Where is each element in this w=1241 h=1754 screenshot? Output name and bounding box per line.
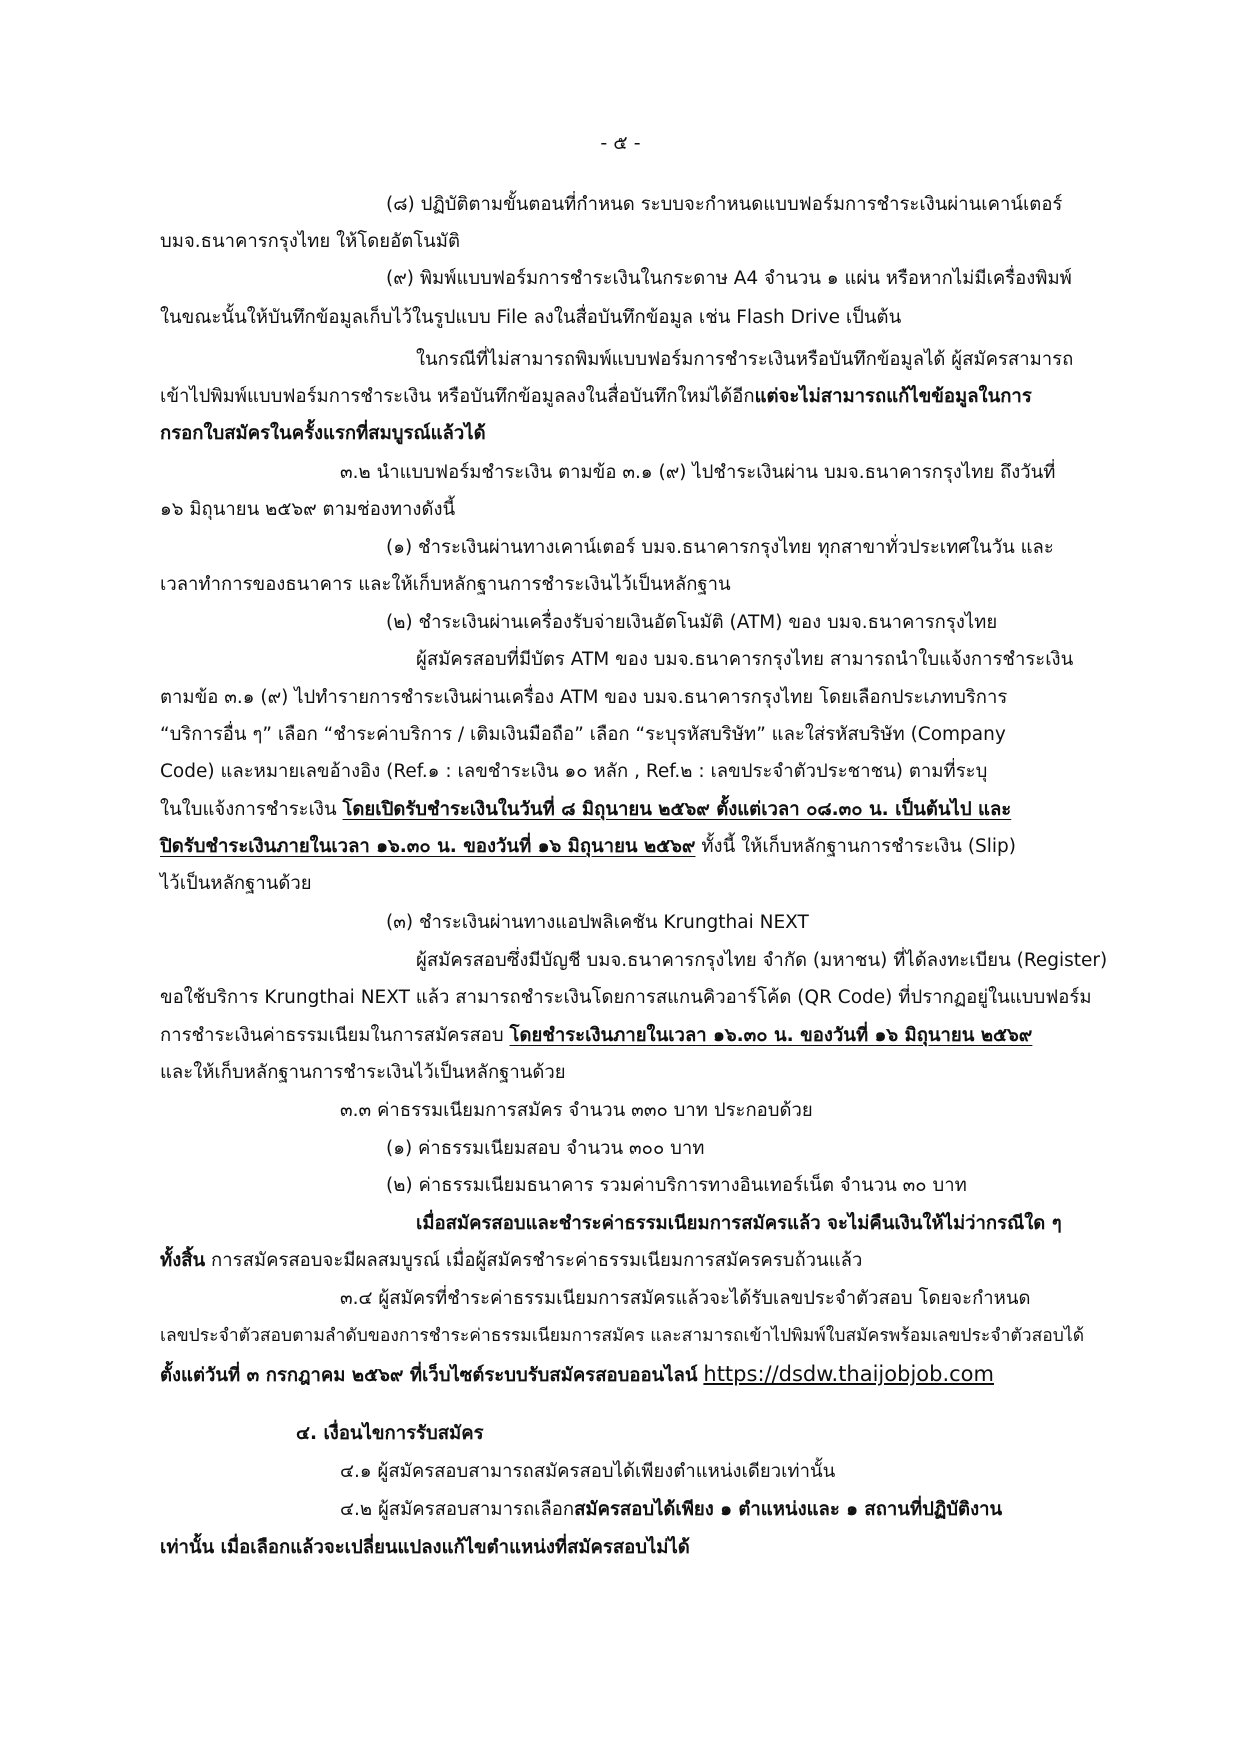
fee-item-2: (๒) ค่าธรรมเนียมธนาคาร รวมค่าบริการทางอินเทอร์เน็ต จำนวน ๓๐ บาท [386,1175,967,1196]
item-3-1-9-line4 [160,382,1135,412]
section-3-3-line1: ๓.๓ ค่าธรรมเนียมการสมัคร จำนวน ๓๓๐ บาท ประกอบด้วย [340,1100,813,1121]
item-3-1-9-line3: ในกรณีที่ไม่สามารถพิมพ์แบบฟอร์มการชำระเงินหรือบันทึกข้อมูลได้ ผู้สมัครสามารถ [416,349,1074,370]
condition-4-2-plain: ๔.๒ ผู้สมัครสอบสามารถเลือก [340,1499,575,1520]
item-3-1-9-line2: ในขณะนั้นให้บันทึกข้อมูลเก็บไว้ในรูปแบบ File ลงในสื่อบันทึกข้อมูล เช่น Flash Drive เป็นต้น [160,307,902,328]
channel-2-line6 [160,795,1135,825]
channel-3-line4 [160,1021,1135,1051]
no-refund-note-line2 [160,1246,1135,1276]
fee-item-1: (๑) ค่าธรรมเนียมสอบ จำนวน ๓๐๐ บาท [386,1138,705,1159]
channel-2-line1: (๒) ชำระเงินผ่านเครื่องรับจ่ายเงินอัตโนมัติ (ATM) ของ บมจ.ธนาคารกรุงไทย [386,612,998,633]
channel-1-line2: เวลาทำการของธนาคาร และให้เก็บหลักฐานการชำระเงินไว้เป็นหลักฐาน [160,574,731,595]
item-3-1-8-line1: (๘) ปฏิบัติตามขั้นตอนที่กำหนด ระบบจะกำหนดแบบฟอร์มการชำระเงินผ่านเคาน์เตอร์ [386,194,1063,215]
section-3-4-line3 [160,1359,1135,1391]
channel-3-line3: ขอใช้บริการ Krungthai NEXT แล้ว สามารถชำระเงินโดยการสแกนคิวอาร์โค้ด (QR Code) ที่ปรากฏอยู่ในแบบฟอร์ม [160,987,1092,1008]
channel-1-line1: (๑) ชำระเงินผ่านทางเคาน์เตอร์ บมจ.ธนาคารกรุงไทย ทุกสาขาทั่วประเทศในวัน และ [386,537,1054,558]
section-4-heading: ๔. เงื่อนไขการรับสมัคร [296,1423,484,1444]
section-3-4-line1: ๓.๔ ผู้สมัครที่ชำระค่าธรรมเนียมการสมัครแล้วจะได้รับเลขประจำตัวสอบ โดยจะกำหนด [340,1288,1031,1309]
channel-2-line4: “บริการอื่น ๆ” เลือก “ชำระค่าบริการ / เติมเงินมือถือ” เลือก “ระบุรหัสบริษัท” และใส่รหัสบริษัท (Company [160,724,1006,745]
channel-2-line6-plain: ในใบแจ้งการชำระเงิน [160,799,343,820]
item-3-1-9-line1: (๙) พิมพ์แบบฟอร์มการชำระเงินในกระดาษ A4 จำนวน ๑ แผ่น หรือหากไม่มีเครื่องพิมพ์ [386,268,1072,289]
page-number: - ๕ - [600,132,641,154]
condition-4-2-line2: เท่านั้น เมื่อเลือกแล้วจะเปลี่ยนแปลงแก้ไขตำแหน่งที่สมัครสอบไม่ได้ [160,1537,690,1558]
item-3-1-9-line4-plain: เข้าไปพิมพ์แบบฟอร์มการชำระเงิน หรือบันทึกข้อมูลลงในสื่อบันทึกใหม่ได้อีก [160,386,755,407]
channel-3-deadline: โดยชำระเงินภายในเวลา ๑๖.๓๐ น. ของวันที่ ๑๖ มิถุนายน ๒๕๖๙ [509,1025,1033,1046]
channel-2-line2: ผู้สมัครสอบที่มีบัตร ATM ของ บมจ.ธนาคารกรุงไทย สามารถนำใบแจ้งการชำระเงิน [416,649,1074,670]
condition-4-2-line1 [340,1495,1135,1525]
channel-2-line3: ตามข้อ ๓.๑ (๙) ไปทำรายการชำระเงินผ่านเครื่อง ATM ของ บมจ.ธนาคารกรุงไทย โดยเลือกประเภทบริการ [160,687,1008,708]
condition-4-2-bold: สมัครสอบได้เพียง ๑ ตำแหน่งและ ๑ สถานที่ปฏิบัติงาน [574,1499,1003,1520]
item-3-1-9-line4-bold: แต่จะไม่สามารถแก้ไขข้อมูลในการ [754,386,1032,407]
channel-2-line5: Code) และหมายเลขอ้างอิง (Ref.๑ : เลขชำระเงิน ๑๐ หลัก , Ref.๒ : เลขประจำตัวประชาชน) ตามที่ระบุ [160,761,988,782]
payment-close-date: ปิดรับชำระเงินภายในเวลา ๑๖.๓๐ น. ของวันที่ ๑๖ มิถุนายน ๒๕๖๙ [160,836,696,857]
channel-3-line5: และให้เก็บหลักฐานการชำระเงินไว้เป็นหลักฐานด้วย [160,1062,566,1083]
no-refund-note-line1: เมื่อสมัครสอบและชำระค่าธรรมเนียมการสมัครแล้ว จะไม่คืนเงินให้ไม่ว่ากรณีใด ๆ [416,1213,1062,1234]
payment-open-date: โดยเปิดรับชำระเงินในวันที่ ๘ มิถุนายน ๒๕๖๙ ตั้งแต่เวลา ๐๘.๓๐ น. เป็นต้นไป และ [342,799,1012,820]
item-3-1-9-line5: กรอกใบสมัครในครั้งแรกที่สมบูรณ์แล้วได้ [160,423,486,444]
channel-3-line4-plain: การชำระเงินค่าธรรมเนียมในการสมัครสอบ [160,1025,510,1046]
channel-3-line1: (๓) ชำระเงินผ่านทางแอปพลิเคชัน Krungthai NEXT [386,912,809,933]
channel-2-line8: ไว้เป็นหลักฐานด้วย [160,873,312,894]
section-3-2-line2: ๑๖ มิถุนายน ๒๕๖๙ ตามช่องทางดังนี้ [160,499,456,520]
no-refund-note-bold: ทั้งสิ้น [160,1250,206,1271]
section-3-2-line1: ๓.๒ นำแบบฟอร์มชำระเงิน ตามข้อ ๓.๑ (๙) ไปชำระเงินผ่าน บมจ.ธนาคารกรุงไทย ถึงวันที่ [340,462,1056,483]
channel-2-line7-plain: ทั้งนี้ ให้เก็บหลักฐานการชำระเงิน (Slip) [695,836,1017,857]
website-link[interactable]: https://dsdw.thaijobjob.com [703,1362,994,1386]
channel-2-line7 [160,832,1135,862]
section-3-4-line3-bold: ตั้งแต่วันที่ ๓ กรกฎาคม ๒๕๖๙ ที่เว็บไซต์ระบบรับสมัครสอบออนไลน์ [160,1365,698,1386]
condition-4-1: ๔.๑ ผู้สมัครสอบสามารถสมัครสอบได้เพียงตำแหน่งเดียวเท่านั้น [340,1461,836,1482]
section-3-4-line2: เลขประจำตัวสอบตามลำดับของการชำระค่าธรรมเนียมการสมัคร และสามารถเข้าไปพิมพ์ใบสมัครพร้อมเลขประจำตัวสอบได้ [160,1326,1085,1346]
item-3-1-8-line2: บมจ.ธนาคารกรุงไทย ให้โดยอัตโนมัติ [160,231,461,252]
no-refund-note-plain: การสมัครสอบจะมีผลสมบูรณ์ เมื่อผู้สมัครชำระค่าธรรมเนียมการสมัครครบถ้วนแล้ว [205,1250,863,1271]
channel-3-line2: ผู้สมัครสอบซึ่งมีบัญชี บมจ.ธนาคารกรุงไทย จำกัด (มหาชน) ที่ได้ลงทะเบียน (Register) [416,950,1108,971]
